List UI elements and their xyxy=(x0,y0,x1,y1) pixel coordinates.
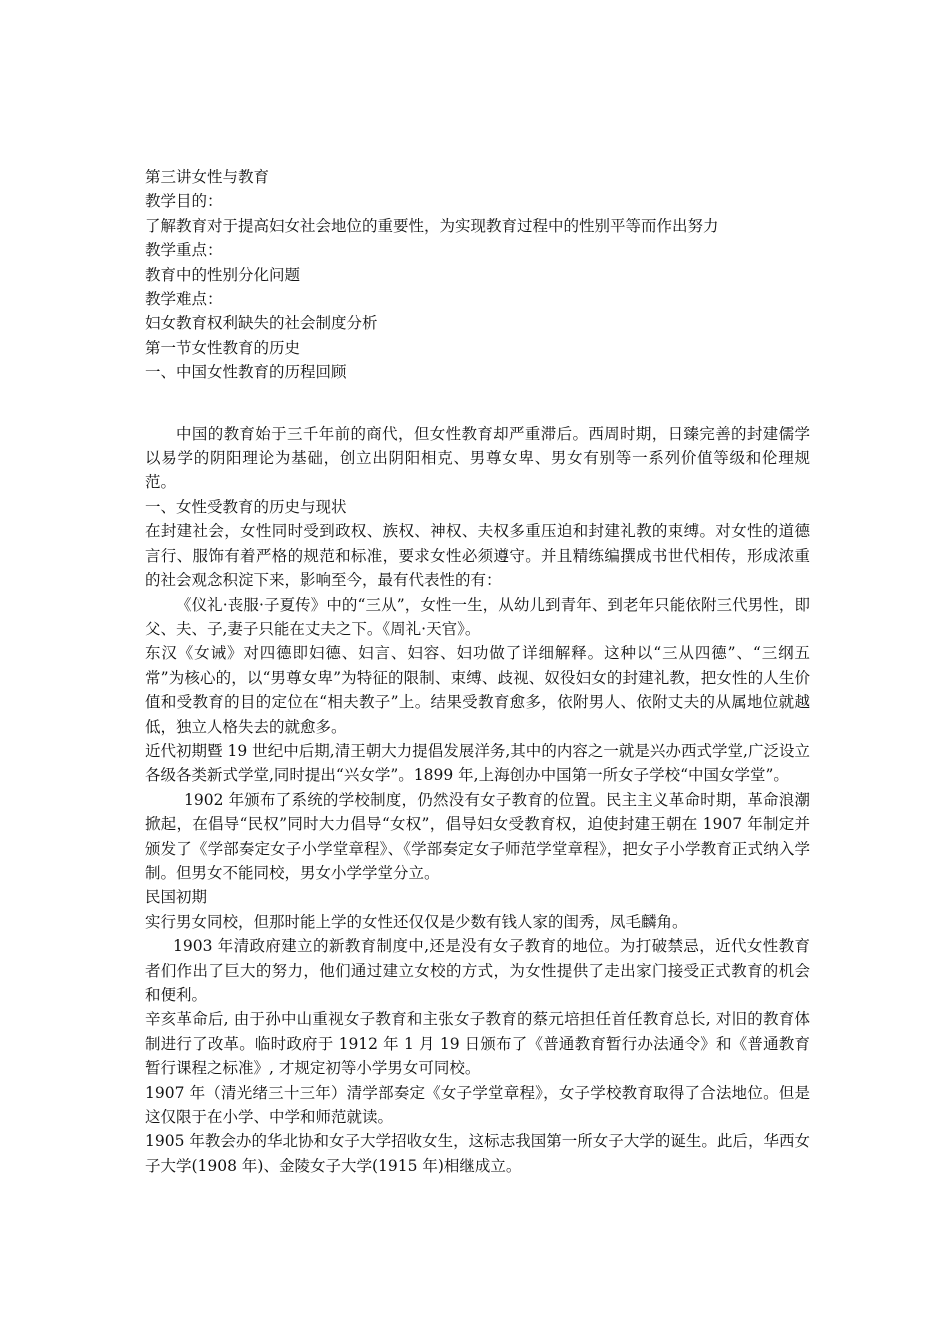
blank-line xyxy=(145,385,810,422)
paragraph-minguo: 实行男女同校，但那时能上学的女性还仅仅是少数有钱人家的闺秀，凤毛麟角。 xyxy=(145,912,688,931)
subsection-heading-1: 一、中国女性教育的历程回顾 xyxy=(145,363,347,382)
paragraph-1907: 1907 年（清光绪三十三年）清学部奏定《女子学堂章程》，女子学校教育取得了合法地位。但是这仅限于在小学、中学和师范就读。 xyxy=(145,1083,810,1127)
difficulty-text: 妇女教育权利缺失的社会制度分析 xyxy=(145,314,378,333)
paragraph-yili: 《仪礼·丧服·子夏传》中的“三从”，女性一生，从幼儿到青年、到老年只能依附三代男性，即父、夫、子,妻子只能在丈夫之下。《周礼·天官》。 xyxy=(145,595,810,638)
paragraph-xinhai: 辛亥革命后, 由于孙中山重视女子教育和主张女子教育的蔡元培担任首任教育总长, 对旧的教育体制进行了改革。临时政府于 1912 年 1 月 19 日颁布了《普通教育暂行办法通令》和《普通教育暂行课程之标准》, 才规定初等小学男女可同校。 xyxy=(145,1010,810,1078)
paragraph-1905: 1905 年教会办的华北协和女子大学招收女生，这标志我国第一所女子大学的诞生。此后，华西女子大学(1908 年)、金陵女子大学(1915 年)相继成立。 xyxy=(145,1132,810,1175)
subsection-heading-2: 一、女性受教育的历史与现状 xyxy=(145,497,347,516)
key-label: 教学重点： xyxy=(145,241,223,260)
paragraph-intro: 中国的教育始于三千年前的商代，但女性教育却严重滞后。西周时期，日臻完善的封建儒学以易学的阴阳理论为基础，创立出阴阳相克、男尊女卑、男女有别等一系列价值等级和伦理规范。 xyxy=(145,424,810,492)
difficulty-label: 教学难点： xyxy=(145,290,223,309)
section-title: 第一节女性教育的历史 xyxy=(145,338,301,357)
goal-text: 了解教育对于提高妇女社会地位的重要性，为实现教育过程中的性别平等而作出努力 xyxy=(145,216,719,235)
paragraph-1902: 1902 年颁布了系统的学校制度，仍然没有女子教育的位置。民主主义革命时期，革命浪潮掀起，在倡导“民权”同时大力倡导“女权”，倡导妇女受教育权，迫使封建王朝在 1907 年制定并颁发了《学部奏定女子小学堂章程》、《学部奏定女子师范学堂章程》，把女子小学教育正式纳入学制。但男女不能同校，男女小学学堂分立。 xyxy=(145,790,810,882)
paragraph-donghan: 东汉《女诫》对四德即妇德、妇言、妇容、妇功做了详细解释。这种以“三从四德”、“三纲五常”为核心的，以“男尊女卑”为特征的限制、束缚、歧视、奴役妇女的封建礼教，把女性的人生价值和受教育的目的定位在“相夫教子”上。结果受教育愈多，依附男人、依附丈夫的从属地位就越低，独立人格失去的就愈多。 xyxy=(145,644,810,736)
minguo-label: 民国初期 xyxy=(145,888,208,907)
goal-label: 教学目的： xyxy=(145,192,223,211)
document-body xyxy=(145,165,810,1178)
paragraph-1903: 1903 年清政府建立的新教育制度中,还是没有女子教育的地位。为打破禁忌，近代女性教育者们作出了巨大的努力，他们通过建立女校的方式，为女性提供了走出家门接受正式教育的机会和便利。 xyxy=(145,937,810,1004)
lecture-title: 第三讲女性与教育 xyxy=(145,168,270,186)
paragraph-feudal: 在封建社会，女性同时受到政权、族权、神权、夫权多重压迫和封建礼教的束缚。对女性的道德言行、服饰有着严格的规范和标准，要求女性必须遵守。并且精练编撰成书世代相传，形成浓重的社会观念积淀下来，影响至今，最有代表性的有： xyxy=(145,522,810,590)
key-text: 教育中的性别分化问题 xyxy=(145,265,301,284)
paragraph-modern: 近代初期暨 19 世纪中后期,清王朝大力提倡发展洋务,其中的内容之一就是兴办西式学堂,广泛设立各级各类新式学堂,同时提出“兴女学”。1899 年,上海创办中国第一所女子学校“中国女学堂”。 xyxy=(145,741,810,785)
